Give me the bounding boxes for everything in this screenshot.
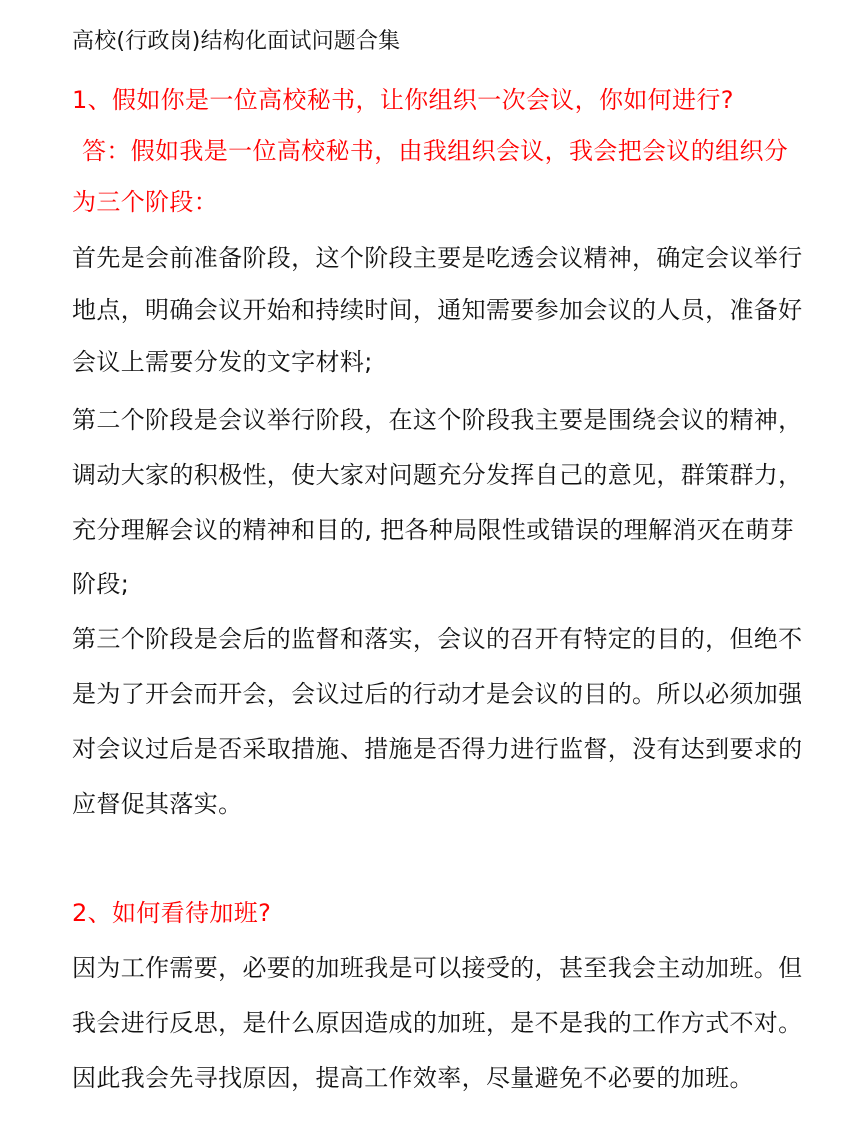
question-2: 2、如何看待加班? (72, 899, 272, 927)
stage-3-line-3: 对会议过后是否采取措施、措施是否得力进行监督，没有达到要求的 (72, 735, 803, 763)
document-title: 高校(行政岗)结构化面试问题合集 (72, 29, 401, 54)
answer-1-intro-line-1: 答：假如我是一位高校秘书，由我组织会议，我会把会议的组织分 (82, 137, 789, 165)
stage-2-line-3: 充分理解会议的精神和目的, 把各种局限性或错误的理解消灭在萌芽 (72, 516, 795, 544)
answer-2-line-3: 因此我会先寻找原因，提高工作效率，尽量避免不必要的加班。 (72, 1064, 754, 1092)
stage-3-line-4: 应督促其落实。 (72, 790, 243, 818)
answer-2-line-1: 因为工作需要，必要的加班我是可以接受的，甚至我会主动加班。但 (72, 954, 803, 982)
stage-2-line-4: 阶段; (72, 570, 130, 598)
question-1: 1、假如你是一位高校秘书，让你组织一次会议，你如何进行? (72, 86, 734, 114)
stage-1-line-3: 会议上需要分发的文字材料; (72, 348, 373, 376)
stage-1-line-2: 地点，明确会议开始和持续时间，通知需要参加会议的人员，准备好 (72, 296, 803, 324)
answer-1-intro-line-2: 为三个阶段： (72, 188, 219, 216)
stage-2-line-1: 第二个阶段是会议举行阶段，在这个阶段我主要是围绕会议的精神， (72, 406, 803, 434)
answer-2-line-2: 我会进行反思，是什么原因造成的加班，是不是我的工作方式不对。 (72, 1009, 803, 1037)
stage-3-line-1: 第三个阶段是会后的监督和落实，会议的召开有特定的目的，但绝不 (72, 625, 803, 653)
stage-2-line-2: 调动大家的积极性，使大家对问题充分发挥自己的意见，群策群力， (72, 461, 803, 489)
stage-1-line-1: 首先是会前准备阶段，这个阶段主要是吃透会议精神，确定会议举行 (72, 244, 803, 272)
stage-3-line-2: 是为了开会而开会，会议过后的行动才是会议的目的。所以必须加强 (72, 680, 803, 708)
